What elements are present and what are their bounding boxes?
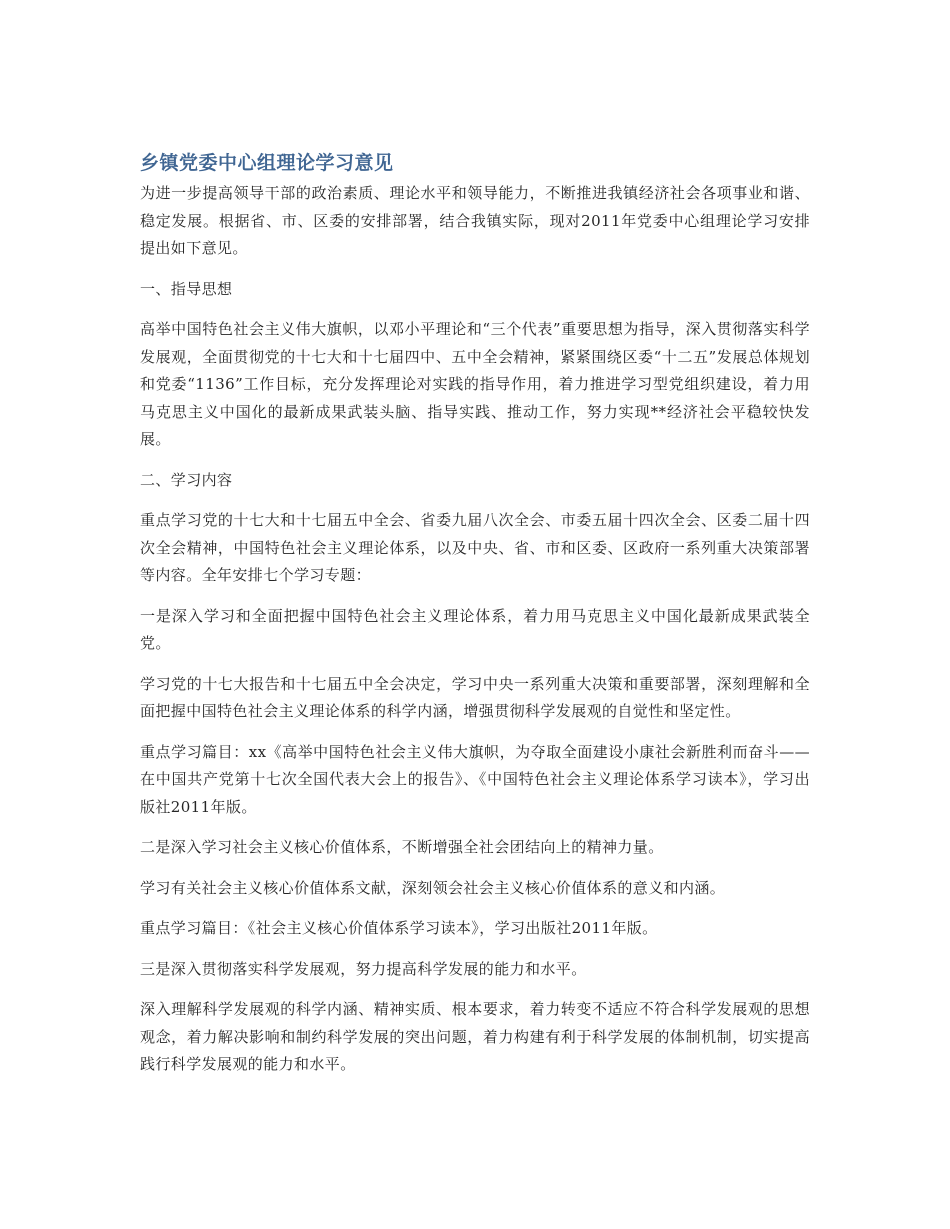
topic-one-body: 学习党的十七大报告和十七届五中全会决定，学习中央一系列重大决策和重要部署，深刻理解和全面把握中国特色社会主义理论体系的科学内涵，增强贯彻科学发展观的自觉性和坚定性。: [140, 674, 810, 720]
topic-three-body: 深入理解科学发展观的科学内涵、精神实质、根本要求，着力转变不适应不符合科学发展观的思想观念，着力解决影响和制约科学发展的突出问题，着力构建有利于科学发展的体制机制，切实提高践行科学发展观的能力和水平。: [140, 1000, 810, 1073]
paragraph-guiding-ideology: 高举中国特色社会主义伟大旗帜，以邓小平理论和“三个代表”重要思想为指导，深入贯彻落实科学发展观，全面贯彻党的十七大和十七届四中、五中全会精神，紧紧围绕区委“十二五”发展总体规划和党委“1136”工作目标，充分发挥理论对实践的指导作用，着力推进学习型党组织建设，着力用马克思主义中国化的最新成果武装头脑、指导实践、推动工作，努力实现**经济社会平稳较快发展。: [140, 320, 810, 448]
topic-one-title: 一是深入学习和全面把握中国特色社会主义理论体系，着力用马克思主义中国化最新成果武装全党。: [140, 606, 810, 652]
document-title: 乡镇党委中心组理论学习意见: [140, 152, 394, 174]
topic-two-readings: 重点学习篇目：《社会主义核心价值体系学习读本》，学习出版社2011年版。: [140, 919, 658, 937]
section-heading-study-content: 二、学习内容: [140, 470, 233, 489]
topic-three-title: 三是深入贯彻落实科学发展观，努力提高科学发展的能力和水平。: [140, 959, 587, 978]
topic-two-title: 二是深入学习社会主义核心价值体系，不断增强全社会团结向上的精神力量。: [140, 838, 664, 856]
topic-one-readings: 重点学习篇目：xx《高举中国特色社会主义伟大旗帜，为夺取全面建设小康社会新胜利而奋斗——在中国共产党第十七次全国代表大会上的报告》、《中国特色社会主义理论体系学习读本》，学习出版社2011年版。: [140, 742, 810, 816]
paragraph-study-focus: 重点学习党的十七大和十七届五中全会、省委九届八次全会、市委五届十四次全会、区委二届十四次全会精神，中国特色社会主义理论体系，以及中央、省、市和区委、区政府一系列重大决策部署等内容。全年安排七个学习专题：: [140, 511, 810, 584]
topic-two-body: 学习有关社会主义核心价值体系文献，深刻领会社会主义核心价值体系的意义和内涵。: [140, 878, 726, 897]
document-page: [140, 148, 810, 1092]
section-heading-guiding-ideology: 一、指导思想: [140, 279, 233, 298]
intro-paragraph: 为进一步提高领导干部的政治素质、理论水平和领导能力，不断推进我镇经济社会各项事业和谐、稳定发展。根据省、市、区委的安排部署，结合我镇实际，现对2011年党委中心组理论学习安排提出如下意见。: [140, 184, 810, 257]
